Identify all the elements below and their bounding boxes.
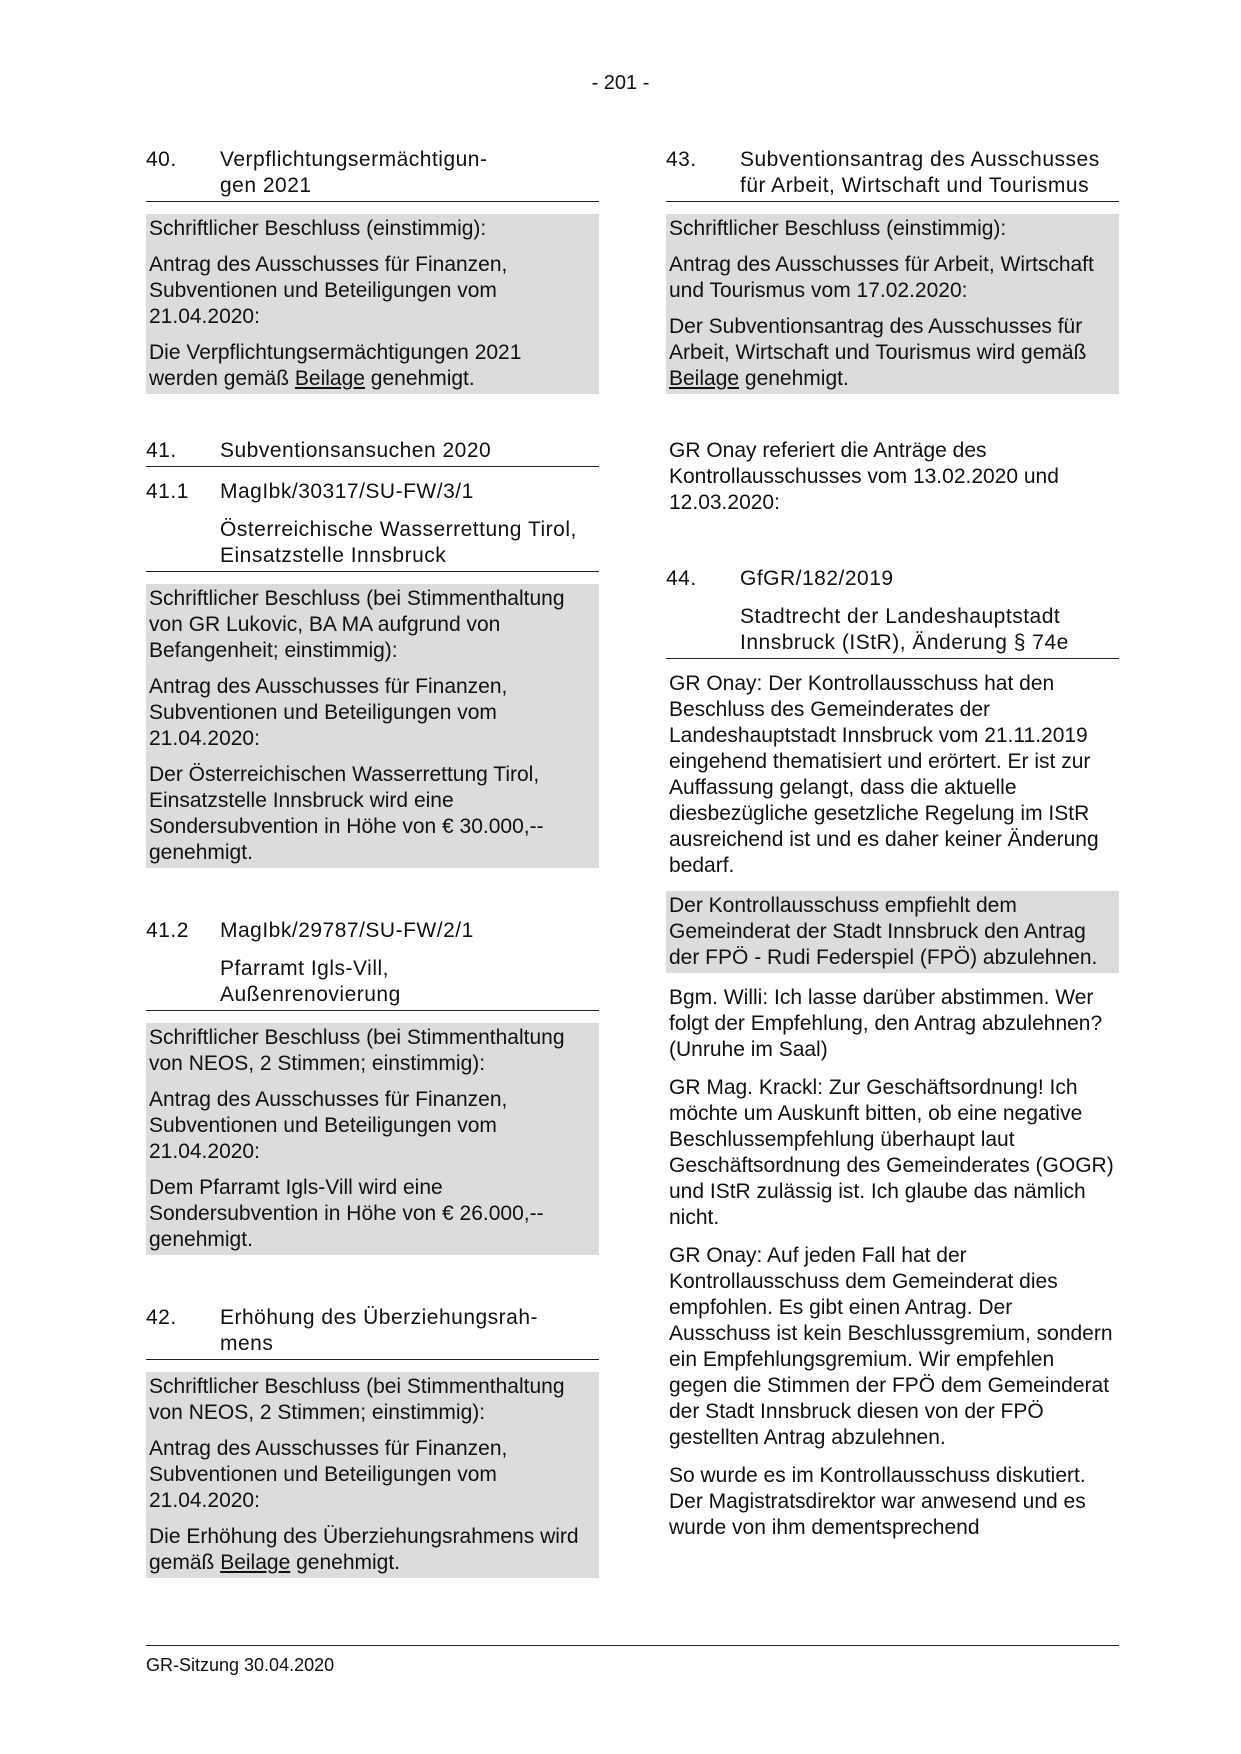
file-code: GfGR/182/2019 (740, 567, 894, 590)
section-title: Erhöhung des Überziehungsrah- mens (220, 1306, 539, 1355)
resolution-type: Schriftlicher Beschluss (bei Stimmenthaltung von NEOS, 2 Stimmen; einstimmig): (149, 1026, 565, 1075)
motion-text: Antrag des Ausschusses für Finanzen, Subventionen und Beteiligungen vom 21.04.2020: (149, 1088, 508, 1163)
section-number: 44. (666, 567, 697, 590)
section-42-header (146, 1305, 599, 1360)
resolution-box (146, 1023, 599, 1255)
subsection-title: Österreichische Wasserrettung Tirol, Einsatzstelle Innsbruck (146, 517, 599, 572)
attachment-link[interactable]: Beilage (220, 1551, 291, 1574)
resolution-type: Schriftlicher Beschluss (einstimmig): (149, 217, 487, 240)
subsection-header (146, 479, 599, 505)
subsection-title: Pfarramt Igls-Vill, Außenrenovierung (146, 956, 599, 1011)
section-40 (146, 147, 599, 394)
resolution-type: Schriftlicher Beschluss (einstimmig): (669, 217, 1007, 240)
resolution-box (666, 214, 1119, 394)
attachment-link[interactable]: Beilage (669, 367, 740, 390)
section-43 (666, 147, 1119, 394)
subsection-41-2 (146, 918, 599, 1255)
subsection-number: 41.2 (146, 919, 189, 942)
resolution-box (146, 1372, 599, 1578)
right-column (666, 147, 1119, 1565)
section-number: 40. (146, 148, 177, 171)
resolution-type: Schriftlicher Beschluss (bei Stimmenthaltung von NEOS, 2 Stimmen; einstimmig): (149, 1375, 565, 1424)
statement-onay-2: GR Onay: Auf jeden Fall hat der Kontrollausschuss dem Gemeinderat dies empfohlen. Es gibt einen Antrag. Der Ausschuss ist kein Beschlussgremium, sondern ein Empfehlungsgremium. Wir empfehlen gegen die Stimmen der FPÖ dem Gemeinderat der Stadt Innsbruck diesen von der FPÖ gestellten Antrag abzulehnen. (669, 1244, 1113, 1449)
section-number: 42. (146, 1306, 177, 1329)
decision-text: Die Erhöhung des Überziehungsrahmens wird gemäß Beilage genehmigt. (149, 1525, 579, 1574)
section-40-header (146, 147, 599, 202)
section-title: Subventionsansuchen 2020 (220, 439, 492, 462)
decision-text: Die Verpflichtungsermächtigungen 2021 werden gemäß Beilage genehmigt. (149, 341, 522, 390)
motion-text: Antrag des Ausschusses für Finanzen, Subventionen und Beteiligungen vom 21.04.2020: (149, 253, 508, 328)
decision-text: Der Österreichischen Wasserrettung Tirol, Einsatzstelle Innsbruck wird eine Sondersubvention in Höhe von € 30.000,-- genehmigt. (149, 763, 544, 864)
statement-onay-1: GR Onay: Der Kontrollausschuss hat den Beschluss des Gemeinderates der Landeshauptstadt Innsbruck vom 21.11.2019 eingehend thematisiert und erörtert. Er ist zur Auffassung gelangt, dass die aktuelle diesbezügliche gesetzliche Regelung im IStR ausreichend ist und es daher keiner Änderung bedarf. (669, 672, 1099, 877)
subsection-number: 41.1 (146, 480, 189, 503)
statement-krackl: GR Mag. Krackl: Zur Geschäftsordnung! Ich möchte um Auskunft bitten, ob eine negative Beschlussempfehlung überhaupt laut Geschäftsordnung des Gemeinderates (GOGR) und IStR zulässig ist. Ich glaube das nämlich nicht. (669, 1076, 1114, 1229)
section-number: 41. (146, 439, 177, 462)
intro-paragraph: GR Onay referiert die Anträge des Kontrollausschusses vom 13.02.2020 und 12.03.2020: (669, 439, 1059, 514)
resolution-type: Schriftlicher Beschluss (bei Stimmenthaltung von GR Lukovic, BA MA aufgrund von Befangenheit; einstimmig): (149, 587, 565, 662)
section-number: 43. (666, 148, 697, 171)
file-code: MagIbk/29787/SU-FW/2/1 (220, 919, 474, 942)
footer-text: GR-Sitzung 30.04.2020 (146, 1655, 335, 1675)
left-column (146, 147, 599, 1602)
decision-text: Dem Pfarramt Igls-Vill wird eine Sondersubvention in Höhe von € 26.000,-- genehmigt. (149, 1176, 544, 1251)
statement-continued: So wurde es im Kontrollausschuss diskutiert. Der Magistratsdirektor war anwesend und es wurde von ihm dementsprechend (669, 1464, 1086, 1539)
recommendation-text: Der Kontrollausschuss empfiehlt dem Gemeinderat der Stadt Innsbruck den Antrag der FPÖ - Rudi Federspiel (FPÖ) abzulehnen. (669, 894, 1098, 969)
footer-divider (146, 1645, 1119, 1646)
subsection-header (146, 918, 599, 944)
motion-text: Antrag des Ausschusses für Finanzen, Subventionen und Beteiligungen vom 21.04.2020: (149, 675, 508, 750)
recommendation-box (666, 891, 1119, 973)
resolution-box (146, 584, 599, 868)
resolution-box (146, 214, 599, 394)
section-41 (146, 438, 599, 1255)
motion-text: Antrag des Ausschusses für Arbeit, Wirtschaft und Tourismus vom 17.02.2020: (669, 253, 1094, 302)
section-42 (146, 1305, 599, 1578)
page-number: - 201 - (591, 72, 650, 94)
section-title: Stadtrecht der Landeshauptstadt Innsbruck (IStR), Änderung § 74e (666, 604, 1119, 659)
statement-willi: Bgm. Willi: Ich lasse darüber abstimmen. Wer folgt der Empfehlung, den Antrag abzulehnen? (Unruhe im Saal) (669, 986, 1103, 1061)
section-44-header (666, 566, 1119, 592)
section-title: Verpflichtungsermächtigun- gen 2021 (220, 148, 488, 197)
motion-text: Antrag des Ausschusses für Finanzen, Subventionen und Beteiligungen vom 21.04.2020: (149, 1437, 508, 1512)
section-44 (666, 566, 1119, 1541)
section-title: Subventionsantrag des Ausschusses für Arbeit, Wirtschaft und Tourismus (740, 148, 1100, 197)
attachment-link[interactable]: Beilage (294, 367, 365, 390)
file-code: MagIbk/30317/SU-FW/3/1 (220, 480, 474, 503)
section-43-header (666, 147, 1119, 202)
decision-text: Der Subventionsantrag des Ausschusses für Arbeit, Wirtschaft und Tourismus wird gemäß Beilage genehmigt. (669, 315, 1087, 390)
section-41-header (146, 438, 599, 467)
subsection-41-1 (146, 479, 599, 868)
